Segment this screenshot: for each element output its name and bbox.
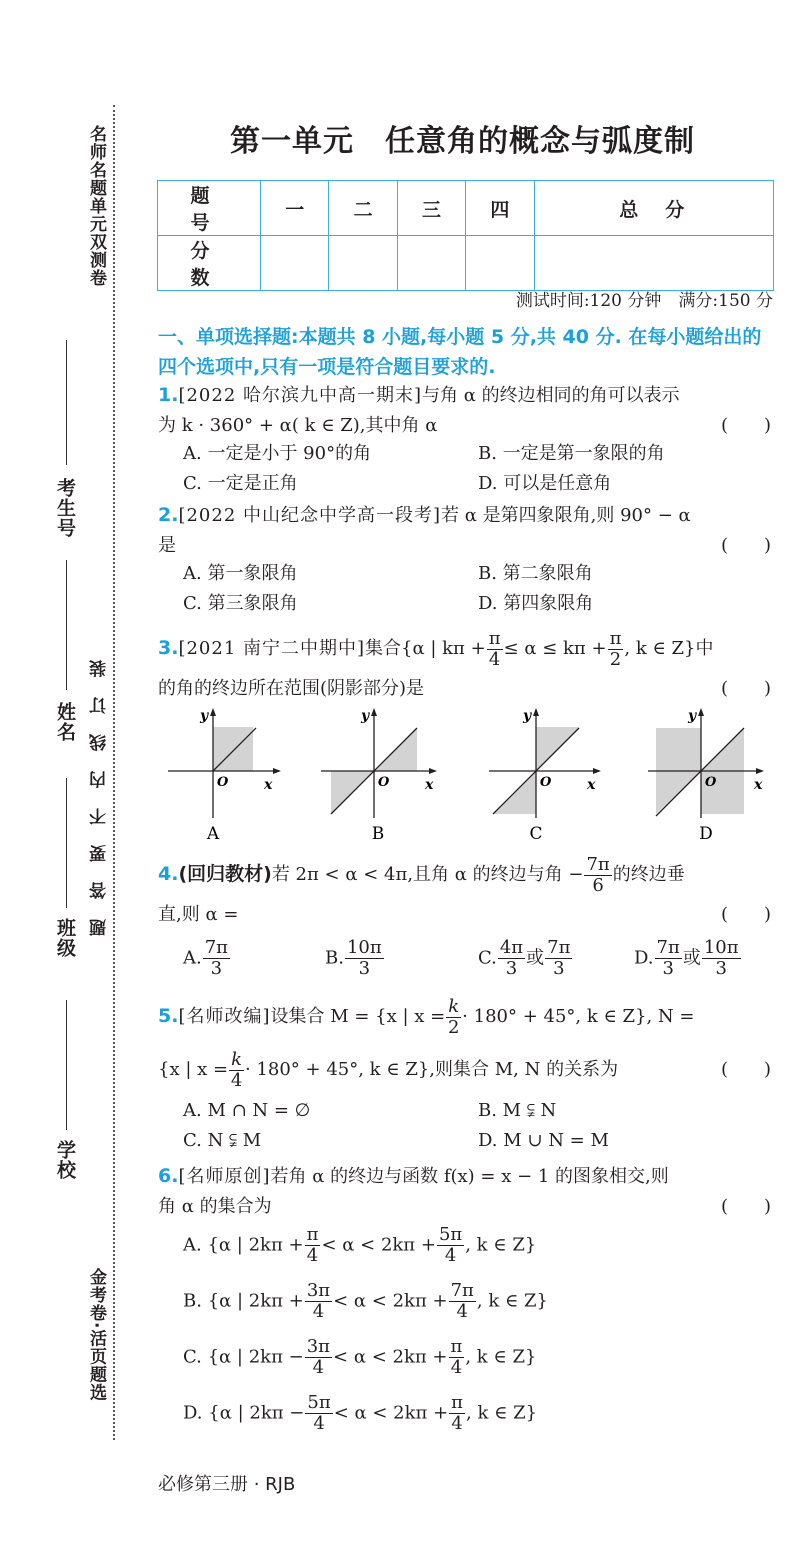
question-tag: (回归教材) <box>178 863 272 885</box>
denominator: 6 <box>592 874 604 896</box>
option-label: C. <box>183 1346 202 1368</box>
option-text: < α < 2kπ + <box>333 1290 448 1312</box>
or-text: 或 <box>682 947 701 969</box>
answer-paren[interactable]: ( ) <box>720 1059 771 1080</box>
numerator: π <box>609 627 622 649</box>
question-number: 1. <box>158 384 179 406</box>
school-label: 学校 <box>54 1140 76 1180</box>
option-b[interactable] <box>325 938 385 979</box>
sign: − <box>289 1402 305 1424</box>
question-3 <box>158 626 773 704</box>
option-c[interactable]: C. N ⫋ M <box>183 1130 262 1151</box>
y-label: y <box>361 708 370 724</box>
answer-paren[interactable]: ( ) <box>720 904 771 925</box>
q3-diagrams <box>160 706 780 851</box>
arrow-icon <box>698 708 704 716</box>
option-label: B. <box>325 947 344 969</box>
fraction-k-4 <box>229 1050 244 1091</box>
y-label: y <box>200 708 209 724</box>
question-text: 为 k · 360° + α( k ∈ Z),其中角 α <box>158 415 438 436</box>
diagram-c[interactable] <box>489 708 601 844</box>
fraction <box>305 1393 332 1434</box>
denominator: 4 <box>450 1357 463 1378</box>
question-text: 的终边垂 <box>612 864 685 885</box>
y-label: y <box>523 708 532 724</box>
score-header-cell: 三 <box>397 181 465 236</box>
numerator: 7π <box>547 937 571 958</box>
x-label: x <box>754 777 763 793</box>
arrow-icon <box>756 768 764 774</box>
option-a[interactable] <box>183 1225 536 1266</box>
denominator: 3 <box>358 958 371 979</box>
option-text: {α | 2kπ <box>207 1290 283 1312</box>
denominator: 3 <box>505 958 518 979</box>
score-header-cell: 题 号 <box>158 181 261 236</box>
option-b[interactable]: B. 第二象限角 <box>478 563 593 584</box>
option-label: A. <box>183 947 202 969</box>
fraction <box>449 1393 465 1434</box>
option-d[interactable]: D. 第四象限角 <box>478 593 594 614</box>
numerator: 5π <box>307 1392 331 1413</box>
option-label: B. <box>183 1290 202 1312</box>
option-label: D. <box>634 947 654 969</box>
option-label: C. <box>478 947 497 969</box>
option-b[interactable]: B. M ⫋ N <box>478 1100 557 1121</box>
x-label: x <box>587 777 596 793</box>
diagram-label: C <box>529 824 543 844</box>
question-number: 3. <box>158 637 179 659</box>
sign: − <box>288 1346 304 1368</box>
name-label: 姓名 <box>54 702 76 742</box>
option-label: A. <box>183 1234 202 1256</box>
score-header-cell: 总 分 <box>534 181 773 236</box>
option-c[interactable] <box>478 938 573 979</box>
x-label: x <box>264 777 273 793</box>
question-5 <box>158 994 773 1092</box>
question-text: 若角 α 的终边与函数 f(x) = x − 1 的图象相交,则 <box>270 1166 669 1187</box>
question-2 <box>158 500 773 561</box>
question-text: · 180° + 45°, k ∈ Z},则集合 M, N 的关系为 <box>245 1059 619 1080</box>
denominator: 4 <box>306 1245 319 1266</box>
denominator: 4 <box>456 1301 468 1322</box>
score-table-score-row <box>158 236 774 291</box>
fraction <box>305 1281 332 1322</box>
exam-no-line <box>66 340 67 465</box>
option-text: {α | 2kπ <box>208 1402 284 1424</box>
option-text: {α | 2kπ <box>207 1346 283 1368</box>
numerator: 3π <box>306 1336 331 1357</box>
test-meta: 测试时间:120 分钟 满分:150 分 <box>515 291 773 311</box>
numerator: 10π <box>703 937 739 958</box>
option-c[interactable]: C. 一定是正角 <box>183 473 298 494</box>
question-4 <box>158 852 773 930</box>
fraction <box>498 938 525 979</box>
fraction <box>702 938 741 979</box>
question-text: 直,则 α = <box>158 904 239 925</box>
fraction-pi-4 <box>487 629 503 670</box>
numerator: π <box>450 1336 463 1357</box>
option-a[interactable]: A. 第一象限角 <box>183 563 298 584</box>
score-table <box>157 180 774 291</box>
denominator: 4 <box>312 1301 325 1322</box>
arrow-icon <box>371 708 377 716</box>
denominator: 4 <box>444 1245 457 1266</box>
option-text: , k ∈ Z} <box>466 1402 538 1424</box>
numerator: k <box>448 995 460 1017</box>
series-label: 名师名题单元双测卷 <box>86 125 106 287</box>
school-line <box>66 1000 67 1130</box>
class-label: 班级 <box>54 918 76 958</box>
question-source: [名师改编] <box>178 1006 271 1027</box>
numerator: 7π <box>450 1280 474 1301</box>
option-b[interactable] <box>183 1281 548 1322</box>
question-text: · 180° + 45°, k ∈ Z}, N = <box>462 1006 695 1027</box>
option-text: < α < 2kπ + <box>333 1402 449 1424</box>
option-b[interactable]: B. 一定是第一象限的角 <box>478 443 665 464</box>
section-heading <box>158 322 778 382</box>
question-number: 5. <box>158 1005 179 1027</box>
binding-notice: 题答要不内线订装 <box>90 640 110 936</box>
sign: + <box>288 1234 304 1256</box>
question-text: 若 2π < α < 4π,且角 α 的终边与角 − <box>271 864 584 885</box>
arrow-icon <box>210 708 216 716</box>
answer-paren[interactable]: ( ) <box>720 678 771 699</box>
numerator: 7π <box>656 937 680 958</box>
fraction-k-2 <box>446 997 461 1038</box>
question-text: 集合{α | kπ + <box>365 638 486 659</box>
question-text: 是 <box>158 535 176 556</box>
question-source: [2021 南宁二中期中] <box>178 638 366 659</box>
question-source: [2022 哈尔滨九中高一期末] <box>178 385 423 406</box>
diagram-a[interactable] <box>168 708 281 844</box>
denominator: 4 <box>488 648 501 670</box>
diagram-label: D <box>699 824 713 844</box>
denominator: 3 <box>553 958 565 979</box>
score-row-label: 分 数 <box>158 236 261 291</box>
denominator: 4 <box>451 1413 463 1434</box>
denominator: 4 <box>312 1357 325 1378</box>
fraction <box>449 1337 465 1378</box>
question-text: 角 α 的集合为 <box>158 1196 272 1217</box>
option-d[interactable] <box>183 1393 537 1434</box>
name-line <box>66 560 67 690</box>
denominator: 3 <box>715 958 727 979</box>
option-text: {α | 2kπ <box>207 1234 283 1256</box>
or-text: 或 <box>526 947 545 969</box>
x-label: x <box>425 777 434 793</box>
class-line <box>66 778 67 908</box>
fraction-7pi-6 <box>584 855 611 896</box>
arrow-icon <box>533 708 539 716</box>
numerator: 7π <box>204 937 229 958</box>
page-footer: 必修第三册 · RJB <box>158 1474 296 1495</box>
answer-paren[interactable]: ( ) <box>720 535 771 556</box>
denominator: 2 <box>609 648 622 670</box>
answer-paren[interactable]: ( ) <box>720 415 771 436</box>
option-text: < α < 2kπ + <box>321 1234 436 1256</box>
option-d[interactable] <box>634 938 742 979</box>
section-heading-text: 一、单项选择题:本题共 8 小题,每小题 5 分,共 40 分. 在每小题给出的四个选项中,只有一项是符合题目要求的. <box>158 326 762 378</box>
brand-label: 金考卷·活页题选 <box>86 1268 106 1402</box>
denominator: 4 <box>230 1069 243 1091</box>
shade-region <box>656 728 701 771</box>
fraction <box>203 938 230 979</box>
score-table-header-row <box>158 181 774 236</box>
numerator: π <box>488 627 501 649</box>
score-cell[interactable] <box>534 236 773 291</box>
score-cell[interactable] <box>397 236 465 291</box>
question-number: 2. <box>158 504 179 526</box>
numerator: π <box>306 1224 319 1245</box>
denominator: 4 <box>313 1413 325 1434</box>
fraction-pi-2 <box>608 629 624 670</box>
option-d[interactable]: D. 可以是任意角 <box>478 473 612 494</box>
question-text: ≤ α ≤ kπ + <box>503 638 607 659</box>
numerator: 3π <box>306 1280 331 1301</box>
question-text: 若 α 是第四象限角,则 90° − α <box>441 505 691 526</box>
option-d[interactable]: D. M ∪ N = M <box>478 1130 609 1151</box>
score-cell[interactable] <box>261 236 329 291</box>
diagram-b[interactable] <box>321 708 437 844</box>
diagram-d[interactable] <box>648 708 764 844</box>
numerator: 5π <box>438 1224 463 1245</box>
fraction <box>655 938 682 979</box>
question-1 <box>158 380 773 441</box>
fraction <box>449 1281 476 1322</box>
exam-no-label: 考生号 <box>54 478 76 538</box>
diagram-label: B <box>371 824 385 844</box>
option-label: D. <box>183 1402 203 1424</box>
denominator: 3 <box>210 958 223 979</box>
option-text: , k ∈ Z} <box>476 1290 548 1312</box>
question-text: 与角 α 的终边相同的角可以表示 <box>422 385 680 406</box>
numerator: π <box>451 1392 464 1413</box>
arrow-icon <box>273 768 281 774</box>
option-text: , k ∈ Z} <box>465 1346 537 1368</box>
numerator: k <box>231 1048 242 1070</box>
binding-sidebar <box>0 0 120 1553</box>
score-cell[interactable] <box>329 236 397 291</box>
cut-line <box>113 105 115 1440</box>
question-text: 的角的终边所在范围(阴影部分)是 <box>158 678 425 699</box>
numerator: 10π <box>346 937 382 958</box>
option-text: < α < 2kπ + <box>333 1346 448 1368</box>
answer-paren[interactable]: ( ) <box>720 1196 771 1217</box>
origin-label: O <box>705 775 717 790</box>
option-a[interactable] <box>183 938 231 979</box>
score-header-cell: 二 <box>329 181 397 236</box>
denominator: 3 <box>662 958 674 979</box>
option-c[interactable] <box>183 1337 536 1378</box>
fraction <box>545 938 572 979</box>
option-c[interactable]: C. 第三象限角 <box>183 593 298 614</box>
y-label: y <box>688 708 697 724</box>
origin-label: O <box>217 775 229 790</box>
origin-label: O <box>540 775 552 790</box>
fraction <box>437 1225 464 1266</box>
origin-label: O <box>378 775 390 790</box>
fraction <box>305 1225 321 1266</box>
question-text: 设集合 M = {x | x = <box>270 1006 446 1027</box>
sign: + <box>288 1290 304 1312</box>
fraction <box>345 938 384 979</box>
score-cell[interactable] <box>466 236 534 291</box>
fraction <box>305 1337 332 1378</box>
numerator: 7π <box>586 853 610 875</box>
arrow-icon <box>429 768 437 774</box>
denominator: 2 <box>447 1016 460 1038</box>
arrow-icon <box>593 768 601 774</box>
question-number: 6. <box>158 1165 179 1187</box>
numerator: 4π <box>499 937 524 958</box>
question-number: 4. <box>158 863 179 885</box>
question-6 <box>158 1161 773 1222</box>
option-a[interactable]: A. 一定是小于 90°的角 <box>183 443 372 464</box>
question-text: {x | x = <box>158 1059 229 1080</box>
score-header-cell: 四 <box>466 181 534 236</box>
question-text: , k ∈ Z}中 <box>624 638 714 659</box>
diagram-label: A <box>206 824 220 844</box>
option-text: , k ∈ Z} <box>465 1234 537 1256</box>
question-source: [2022 中山纪念中学高一段考] <box>178 505 442 526</box>
page-title: 第一单元 任意角的概念与弧度制 <box>230 124 695 159</box>
option-a[interactable]: A. M ∩ N = ∅ <box>183 1100 311 1121</box>
score-header-cell: 一 <box>261 181 329 236</box>
question-source: [名师原创] <box>178 1166 271 1187</box>
